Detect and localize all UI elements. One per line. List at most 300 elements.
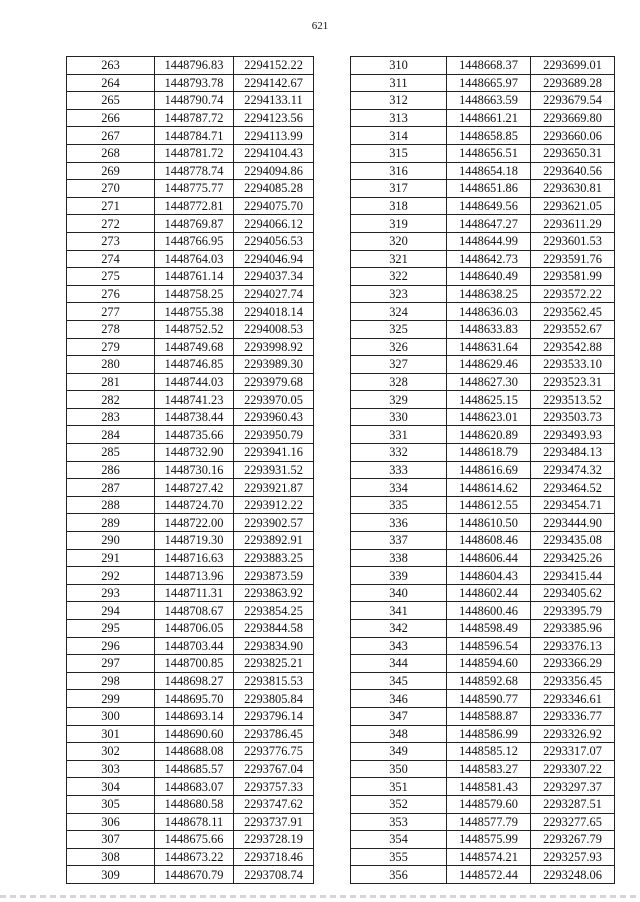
table-row — [67, 215, 314, 233]
y-coordinate-cell: 2293679.54 — [531, 92, 615, 110]
table-row — [67, 320, 314, 338]
table-row — [351, 760, 615, 778]
x-coordinate-cell: 1448663.59 — [447, 92, 531, 110]
y-coordinate-cell: 2293336.77 — [531, 707, 615, 725]
table-row — [67, 479, 314, 497]
y-coordinate-cell: 2294113.99 — [234, 127, 314, 145]
y-coordinate-cell: 2293435.08 — [531, 532, 615, 550]
table-row — [67, 250, 314, 268]
point-number-cell: 270 — [67, 180, 155, 198]
table-row — [351, 391, 615, 409]
point-number-cell: 263 — [67, 57, 155, 75]
table-row — [351, 215, 615, 233]
x-coordinate-cell: 1448673.22 — [155, 848, 234, 866]
table-row — [67, 743, 314, 761]
point-number-cell: 325 — [351, 320, 447, 338]
x-coordinate-cell: 1448769.87 — [155, 215, 234, 233]
y-coordinate-cell: 2293699.01 — [531, 57, 615, 75]
y-coordinate-cell: 2293317.07 — [531, 743, 615, 761]
table-row — [67, 426, 314, 444]
x-coordinate-cell: 1448640.49 — [447, 268, 531, 286]
y-coordinate-cell: 2293796.14 — [234, 707, 314, 725]
point-number-cell: 340 — [351, 584, 447, 602]
x-coordinate-cell: 1448711.31 — [155, 584, 234, 602]
coordinates-table-right — [350, 56, 615, 884]
point-number-cell: 282 — [67, 391, 155, 409]
table-row — [351, 549, 615, 567]
table-row — [351, 250, 615, 268]
x-coordinate-cell: 1448678.11 — [155, 813, 234, 831]
y-coordinate-cell: 2293669.80 — [531, 109, 615, 127]
y-coordinate-cell: 2293621.05 — [531, 197, 615, 215]
y-coordinate-cell: 2293989.30 — [234, 356, 314, 374]
x-coordinate-cell: 1448581.43 — [447, 778, 531, 796]
table-row — [67, 461, 314, 479]
coordinates-table-right-body — [351, 57, 615, 884]
y-coordinate-cell: 2293376.13 — [531, 637, 615, 655]
y-coordinate-cell: 2293660.06 — [531, 127, 615, 145]
point-number-cell: 347 — [351, 707, 447, 725]
point-number-cell: 353 — [351, 813, 447, 831]
point-number-cell: 307 — [67, 831, 155, 849]
point-number-cell: 272 — [67, 215, 155, 233]
point-number-cell: 328 — [351, 373, 447, 391]
table-row — [67, 655, 314, 673]
table-row — [351, 795, 615, 813]
point-number-cell: 266 — [67, 109, 155, 127]
point-number-cell: 334 — [351, 479, 447, 497]
x-coordinate-cell: 1448651.86 — [447, 180, 531, 198]
y-coordinate-cell: 2293747.62 — [234, 795, 314, 813]
point-number-cell: 329 — [351, 391, 447, 409]
y-coordinate-cell: 2293611.29 — [531, 215, 615, 233]
point-number-cell: 296 — [67, 637, 155, 655]
y-coordinate-cell: 2293493.93 — [531, 426, 615, 444]
table-row — [67, 232, 314, 250]
x-coordinate-cell: 1448784.71 — [155, 127, 234, 145]
point-number-cell: 356 — [351, 866, 447, 884]
y-coordinate-cell: 2293591.76 — [531, 250, 615, 268]
coordinates-table-left-body — [67, 57, 314, 884]
x-coordinate-cell: 1448647.27 — [447, 215, 531, 233]
table-row — [351, 866, 615, 884]
x-coordinate-cell: 1448719.30 — [155, 532, 234, 550]
table-row — [351, 813, 615, 831]
point-number-cell: 332 — [351, 444, 447, 462]
x-coordinate-cell: 1448727.42 — [155, 479, 234, 497]
point-number-cell: 303 — [67, 760, 155, 778]
x-coordinate-cell: 1448665.97 — [447, 74, 531, 92]
point-number-cell: 324 — [351, 303, 447, 321]
point-number-cell: 271 — [67, 197, 155, 215]
x-coordinate-cell: 1448761.14 — [155, 268, 234, 286]
point-number-cell: 290 — [67, 532, 155, 550]
table-row — [351, 408, 615, 426]
table-row — [351, 461, 615, 479]
table-row — [351, 620, 615, 638]
x-coordinate-cell: 1448592.68 — [447, 672, 531, 690]
y-coordinate-cell: 2293650.31 — [531, 144, 615, 162]
x-coordinate-cell: 1448688.08 — [155, 743, 234, 761]
table-row — [351, 338, 615, 356]
point-number-cell: 342 — [351, 620, 447, 638]
y-coordinate-cell: 2294142.67 — [234, 74, 314, 92]
x-coordinate-cell: 1448700.85 — [155, 655, 234, 673]
x-coordinate-cell: 1448610.50 — [447, 514, 531, 532]
point-number-cell: 331 — [351, 426, 447, 444]
table-row — [351, 92, 615, 110]
table-row — [67, 74, 314, 92]
x-coordinate-cell: 1448746.85 — [155, 356, 234, 374]
table-row — [351, 320, 615, 338]
y-coordinate-cell: 2294085.28 — [234, 180, 314, 198]
x-coordinate-cell: 1448627.30 — [447, 373, 531, 391]
y-coordinate-cell: 2293248.06 — [531, 866, 615, 884]
y-coordinate-cell: 2294018.14 — [234, 303, 314, 321]
point-number-cell: 320 — [351, 232, 447, 250]
table-row — [351, 479, 615, 497]
table-row — [67, 831, 314, 849]
y-coordinate-cell: 2293503.73 — [531, 408, 615, 426]
x-coordinate-cell: 1448654.18 — [447, 162, 531, 180]
point-number-cell: 298 — [67, 672, 155, 690]
table-row — [351, 356, 615, 374]
point-number-cell: 289 — [67, 514, 155, 532]
scan-edge-artifact — [0, 895, 640, 898]
y-coordinate-cell: 2293805.84 — [234, 690, 314, 708]
point-number-cell: 352 — [351, 795, 447, 813]
x-coordinate-cell: 1448693.14 — [155, 707, 234, 725]
y-coordinate-cell: 2293912.22 — [234, 496, 314, 514]
point-number-cell: 264 — [67, 74, 155, 92]
x-coordinate-cell: 1448604.43 — [447, 567, 531, 585]
x-coordinate-cell: 1448572.44 — [447, 866, 531, 884]
x-coordinate-cell: 1448596.54 — [447, 637, 531, 655]
table-row — [67, 567, 314, 585]
y-coordinate-cell: 2293863.92 — [234, 584, 314, 602]
point-number-cell: 277 — [67, 303, 155, 321]
y-coordinate-cell: 2293366.29 — [531, 655, 615, 673]
point-number-cell: 287 — [67, 479, 155, 497]
x-coordinate-cell: 1448732.90 — [155, 444, 234, 462]
point-number-cell: 314 — [351, 127, 447, 145]
y-coordinate-cell: 2293737.91 — [234, 813, 314, 831]
table-row — [67, 866, 314, 884]
y-coordinate-cell: 2293689.28 — [531, 74, 615, 92]
y-coordinate-cell: 2293277.65 — [531, 813, 615, 831]
point-number-cell: 343 — [351, 637, 447, 655]
x-coordinate-cell: 1448661.21 — [447, 109, 531, 127]
x-coordinate-cell: 1448713.96 — [155, 567, 234, 585]
y-coordinate-cell: 2293297.37 — [531, 778, 615, 796]
y-coordinate-cell: 2293844.58 — [234, 620, 314, 638]
table-row — [351, 57, 615, 75]
y-coordinate-cell: 2293562.45 — [531, 303, 615, 321]
y-coordinate-cell: 2293346.61 — [531, 690, 615, 708]
x-coordinate-cell: 1448633.83 — [447, 320, 531, 338]
y-coordinate-cell: 2293425.26 — [531, 549, 615, 567]
y-coordinate-cell: 2293356.45 — [531, 672, 615, 690]
table-row — [67, 496, 314, 514]
page-number: 621 — [311, 20, 329, 32]
point-number-cell: 330 — [351, 408, 447, 426]
point-number-cell: 291 — [67, 549, 155, 567]
point-number-cell: 284 — [67, 426, 155, 444]
point-number-cell: 273 — [67, 232, 155, 250]
x-coordinate-cell: 1448790.74 — [155, 92, 234, 110]
y-coordinate-cell: 2293267.79 — [531, 831, 615, 849]
point-number-cell: 297 — [67, 655, 155, 673]
point-number-cell: 315 — [351, 144, 447, 162]
point-number-cell: 299 — [67, 690, 155, 708]
y-coordinate-cell: 2293767.04 — [234, 760, 314, 778]
y-coordinate-cell: 2293552.67 — [531, 320, 615, 338]
table-row — [67, 127, 314, 145]
x-coordinate-cell: 1448590.77 — [447, 690, 531, 708]
x-coordinate-cell: 1448585.12 — [447, 743, 531, 761]
point-number-cell: 344 — [351, 655, 447, 673]
x-coordinate-cell: 1448744.03 — [155, 373, 234, 391]
table-row — [351, 180, 615, 198]
y-coordinate-cell: 2293970.05 — [234, 391, 314, 409]
y-coordinate-cell: 2293892.91 — [234, 532, 314, 550]
y-coordinate-cell: 2293513.52 — [531, 391, 615, 409]
x-coordinate-cell: 1448586.99 — [447, 725, 531, 743]
x-coordinate-cell: 1448606.44 — [447, 549, 531, 567]
y-coordinate-cell: 2293941.16 — [234, 444, 314, 462]
y-coordinate-cell: 2293776.75 — [234, 743, 314, 761]
point-number-cell: 302 — [67, 743, 155, 761]
x-coordinate-cell: 1448670.79 — [155, 866, 234, 884]
point-number-cell: 278 — [67, 320, 155, 338]
x-coordinate-cell: 1448600.46 — [447, 602, 531, 620]
y-coordinate-cell: 2294027.74 — [234, 285, 314, 303]
x-coordinate-cell: 1448766.95 — [155, 232, 234, 250]
x-coordinate-cell: 1448735.66 — [155, 426, 234, 444]
table-row — [351, 268, 615, 286]
table-row — [351, 672, 615, 690]
point-number-cell: 319 — [351, 215, 447, 233]
y-coordinate-cell: 2294037.34 — [234, 268, 314, 286]
point-number-cell: 281 — [67, 373, 155, 391]
table-row — [67, 444, 314, 462]
point-number-cell: 280 — [67, 356, 155, 374]
table-row — [351, 127, 615, 145]
point-number-cell: 333 — [351, 461, 447, 479]
x-coordinate-cell: 1448625.15 — [447, 391, 531, 409]
point-number-cell: 267 — [67, 127, 155, 145]
point-number-cell: 292 — [67, 567, 155, 585]
x-coordinate-cell: 1448577.79 — [447, 813, 531, 831]
x-coordinate-cell: 1448758.25 — [155, 285, 234, 303]
y-coordinate-cell: 2293640.56 — [531, 162, 615, 180]
x-coordinate-cell: 1448730.16 — [155, 461, 234, 479]
table-row — [67, 408, 314, 426]
point-number-cell: 351 — [351, 778, 447, 796]
table-row — [67, 848, 314, 866]
table-row — [351, 602, 615, 620]
y-coordinate-cell: 2293728.19 — [234, 831, 314, 849]
table-row — [351, 584, 615, 602]
table-row — [67, 620, 314, 638]
point-number-cell: 327 — [351, 356, 447, 374]
point-number-cell: 354 — [351, 831, 447, 849]
x-coordinate-cell: 1448741.23 — [155, 391, 234, 409]
y-coordinate-cell: 2293415.44 — [531, 567, 615, 585]
point-number-cell: 318 — [351, 197, 447, 215]
table-row — [67, 109, 314, 127]
point-number-cell: 355 — [351, 848, 447, 866]
table-row — [67, 813, 314, 831]
point-number-cell: 313 — [351, 109, 447, 127]
x-coordinate-cell: 1448668.37 — [447, 57, 531, 75]
y-coordinate-cell: 2293572.22 — [531, 285, 615, 303]
x-coordinate-cell: 1448738.44 — [155, 408, 234, 426]
y-coordinate-cell: 2293601.53 — [531, 232, 615, 250]
table-row — [67, 672, 314, 690]
table-row — [67, 532, 314, 550]
x-coordinate-cell: 1448796.83 — [155, 57, 234, 75]
table-row — [351, 690, 615, 708]
table-row — [67, 356, 314, 374]
point-number-cell: 321 — [351, 250, 447, 268]
table-row — [351, 567, 615, 585]
x-coordinate-cell: 1448602.44 — [447, 584, 531, 602]
y-coordinate-cell: 2294056.53 — [234, 232, 314, 250]
table-row — [351, 848, 615, 866]
y-coordinate-cell: 2293950.79 — [234, 426, 314, 444]
point-number-cell: 305 — [67, 795, 155, 813]
y-coordinate-cell: 2293326.92 — [531, 725, 615, 743]
y-coordinate-cell: 2293581.99 — [531, 268, 615, 286]
x-coordinate-cell: 1448579.60 — [447, 795, 531, 813]
x-coordinate-cell: 1448775.77 — [155, 180, 234, 198]
y-coordinate-cell: 2294046.94 — [234, 250, 314, 268]
x-coordinate-cell: 1448608.46 — [447, 532, 531, 550]
x-coordinate-cell: 1448755.38 — [155, 303, 234, 321]
table-row — [351, 707, 615, 725]
point-number-cell: 293 — [67, 584, 155, 602]
x-coordinate-cell: 1448618.79 — [447, 444, 531, 462]
x-coordinate-cell: 1448644.99 — [447, 232, 531, 250]
table-row — [351, 725, 615, 743]
y-coordinate-cell: 2293287.51 — [531, 795, 615, 813]
x-coordinate-cell: 1448574.21 — [447, 848, 531, 866]
point-number-cell: 301 — [67, 725, 155, 743]
table-row — [67, 760, 314, 778]
x-coordinate-cell: 1448620.89 — [447, 426, 531, 444]
table-row — [351, 444, 615, 462]
table-row — [351, 197, 615, 215]
point-number-cell: 338 — [351, 549, 447, 567]
x-coordinate-cell: 1448612.55 — [447, 496, 531, 514]
point-number-cell: 337 — [351, 532, 447, 550]
table-row — [67, 584, 314, 602]
y-coordinate-cell: 2293385.96 — [531, 620, 615, 638]
point-number-cell: 309 — [67, 866, 155, 884]
x-coordinate-cell: 1448631.64 — [447, 338, 531, 356]
table-row — [67, 690, 314, 708]
table-row — [351, 144, 615, 162]
x-coordinate-cell: 1448706.05 — [155, 620, 234, 638]
x-coordinate-cell: 1448614.62 — [447, 479, 531, 497]
point-number-cell: 276 — [67, 285, 155, 303]
table-row — [67, 391, 314, 409]
x-coordinate-cell: 1448680.58 — [155, 795, 234, 813]
y-coordinate-cell: 2293960.43 — [234, 408, 314, 426]
y-coordinate-cell: 2293786.45 — [234, 725, 314, 743]
table-row — [351, 831, 615, 849]
y-coordinate-cell: 2293630.81 — [531, 180, 615, 198]
table-row — [67, 637, 314, 655]
y-coordinate-cell: 2293834.90 — [234, 637, 314, 655]
x-coordinate-cell: 1448787.72 — [155, 109, 234, 127]
y-coordinate-cell: 2293883.25 — [234, 549, 314, 567]
x-coordinate-cell: 1448656.51 — [447, 144, 531, 162]
point-number-cell: 312 — [351, 92, 447, 110]
table-row — [67, 778, 314, 796]
y-coordinate-cell: 2293454.71 — [531, 496, 615, 514]
table-row — [351, 303, 615, 321]
point-number-cell: 269 — [67, 162, 155, 180]
table-row — [67, 303, 314, 321]
table-row — [351, 74, 615, 92]
table-row — [67, 92, 314, 110]
point-number-cell: 346 — [351, 690, 447, 708]
table-row — [351, 162, 615, 180]
point-number-cell: 268 — [67, 144, 155, 162]
table-row — [351, 232, 615, 250]
y-coordinate-cell: 2293854.25 — [234, 602, 314, 620]
y-coordinate-cell: 2293405.62 — [531, 584, 615, 602]
x-coordinate-cell: 1448638.25 — [447, 285, 531, 303]
point-number-cell: 300 — [67, 707, 155, 725]
table-row — [351, 532, 615, 550]
table-row — [351, 285, 615, 303]
y-coordinate-cell: 2293825.21 — [234, 655, 314, 673]
x-coordinate-cell: 1448683.07 — [155, 778, 234, 796]
y-coordinate-cell: 2294104.43 — [234, 144, 314, 162]
y-coordinate-cell: 2293464.52 — [531, 479, 615, 497]
point-number-cell: 279 — [67, 338, 155, 356]
x-coordinate-cell: 1448690.60 — [155, 725, 234, 743]
table-row — [351, 655, 615, 673]
y-coordinate-cell: 2293523.31 — [531, 373, 615, 391]
table-row — [67, 725, 314, 743]
x-coordinate-cell: 1448649.56 — [447, 197, 531, 215]
table-row — [67, 514, 314, 532]
point-number-cell: 286 — [67, 461, 155, 479]
x-coordinate-cell: 1448636.03 — [447, 303, 531, 321]
table-row — [67, 707, 314, 725]
y-coordinate-cell: 2294094.86 — [234, 162, 314, 180]
point-number-cell: 311 — [351, 74, 447, 92]
table-row — [67, 338, 314, 356]
point-number-cell: 310 — [351, 57, 447, 75]
x-coordinate-cell: 1448752.52 — [155, 320, 234, 338]
x-coordinate-cell: 1448703.44 — [155, 637, 234, 655]
x-coordinate-cell: 1448623.01 — [447, 408, 531, 426]
x-coordinate-cell: 1448598.49 — [447, 620, 531, 638]
point-number-cell: 341 — [351, 602, 447, 620]
point-number-cell: 306 — [67, 813, 155, 831]
coordinates-table-left — [66, 56, 314, 884]
point-number-cell: 308 — [67, 848, 155, 866]
table-row — [351, 514, 615, 532]
table-row — [67, 162, 314, 180]
y-coordinate-cell: 2293815.53 — [234, 672, 314, 690]
table-row — [351, 373, 615, 391]
